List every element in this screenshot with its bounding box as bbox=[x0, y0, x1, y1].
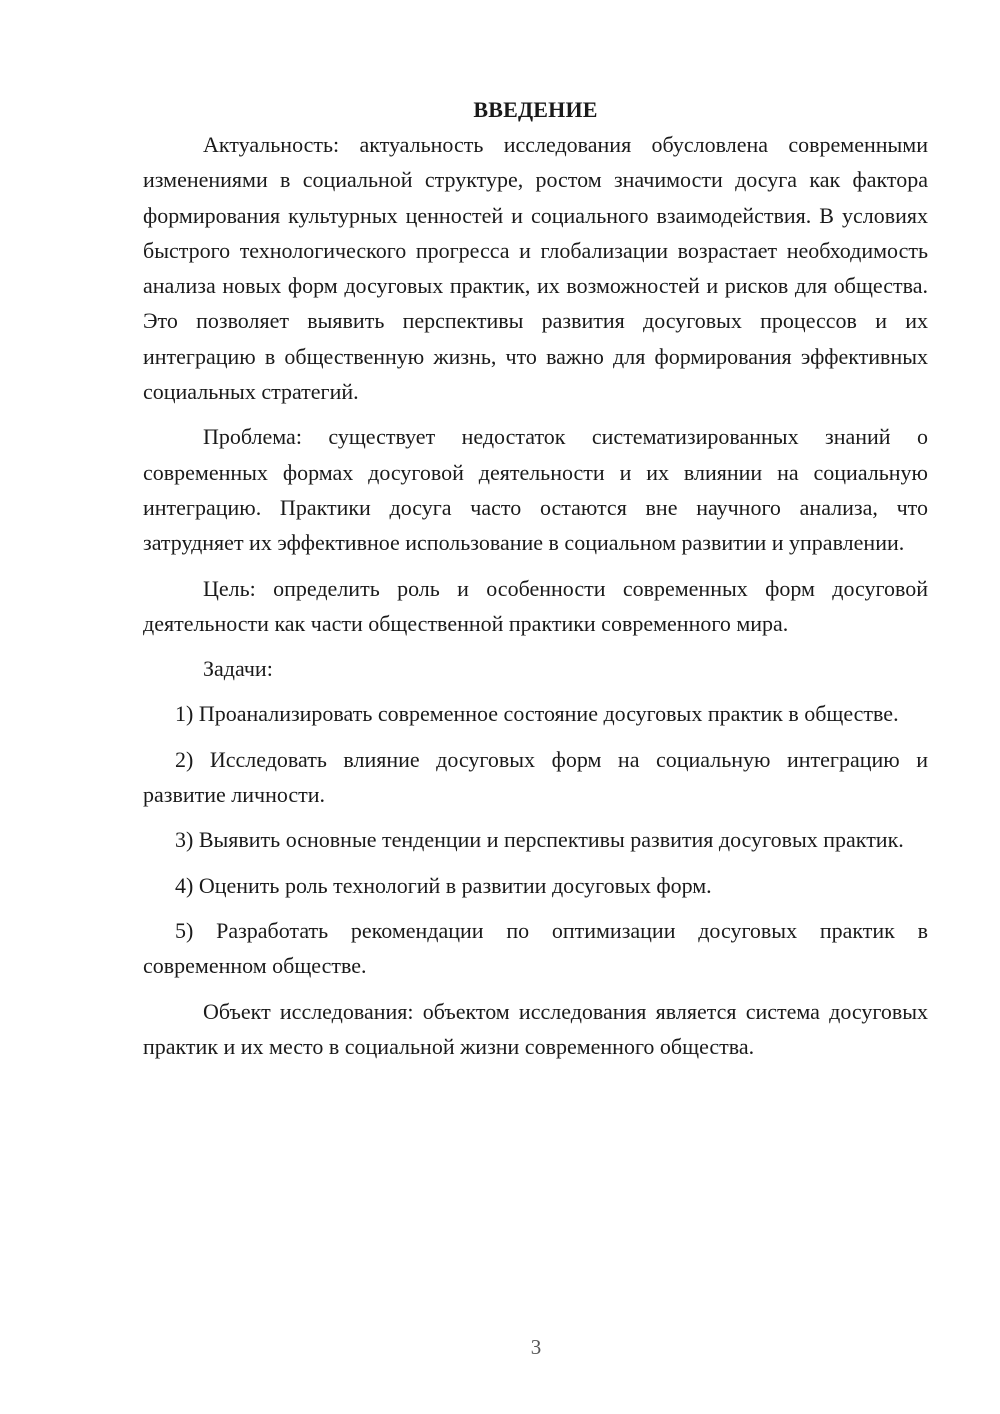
task-item: 2) Исследовать влияние досуговых форм на социальную интеграцию и развитие личности. bbox=[143, 746, 928, 808]
page-number: 3 bbox=[530, 1335, 542, 1359]
tasks-heading: Задачи: bbox=[203, 656, 273, 682]
task-item: 1) Проанализировать современное состояние досуговых практик в обществе. bbox=[175, 701, 899, 727]
goal-paragraph: Цель: определить роль и особенности современных форм досуговой деятельности как части общественной практики современного мира. bbox=[143, 575, 928, 636]
task-item: 4) Оценить роль технологий в развитии досуговых форм. bbox=[175, 872, 712, 898]
section-title: ВВЕДЕНИЕ bbox=[473, 97, 598, 122]
task-item: 3) Выявить основные тенденции и перспективы развития досуговых практик. bbox=[175, 827, 904, 853]
page-content bbox=[143, 92, 928, 1064]
task-item: 5) Разработать рекомендации по оптимизации досуговых практик в современном обществе. bbox=[143, 917, 928, 979]
object-paragraph: Объект исследования: объектом исследования является система досуговых практик и их место в социальной жизни современного общества. bbox=[143, 998, 928, 1059]
problem-paragraph: Проблема: существует недостаток систематизированных знаний о современных формах досуговой деятельности и их влиянии на социальную интеграцию. Практики досуга часто остаются вне научного анализа, что затрудняет их эффективное использование в социальном развитии и управлении. bbox=[143, 424, 928, 556]
relevance-paragraph: Актуальность: актуальность исследования обусловлена современными изменениями в социальной структуре, ростом значимости досуга как фактора формирования культурных ценностей и социального взаимодействия. В условиях быстрого технологического прогресса и глобализации возрастает необходимость анализа новых форм досуговых практик, их возможностей и рисков для общества. Это позволяет выявить перспективы развития досуговых процессов и их интеграцию в общественную жизнь, что важно для формирования эффективных социальных стратегий. bbox=[143, 132, 928, 405]
